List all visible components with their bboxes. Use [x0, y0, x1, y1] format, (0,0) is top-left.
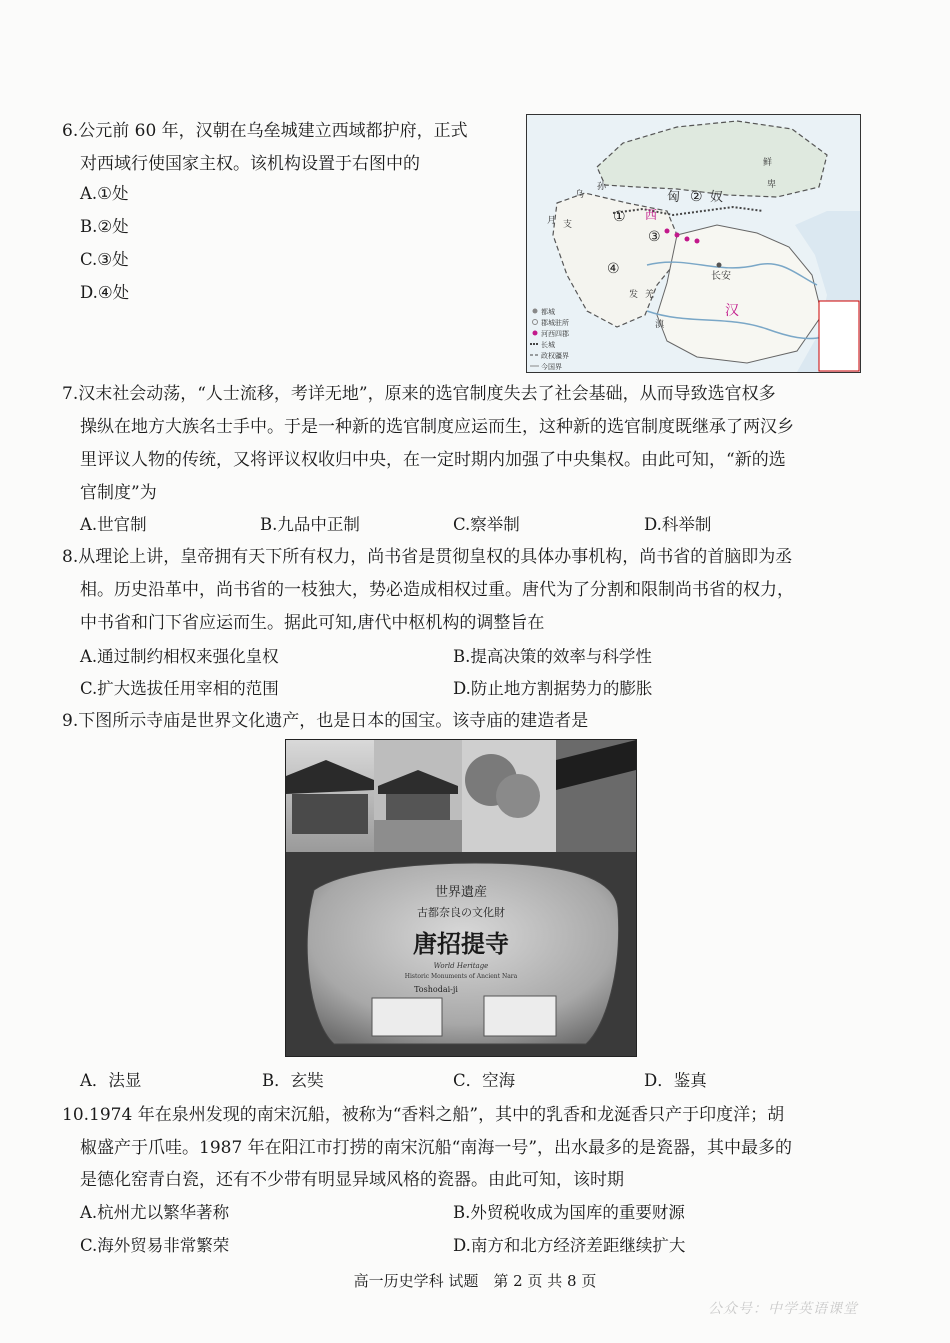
stone-text-3: 唐招提寺: [413, 929, 509, 958]
q10-option-c: C.海外贸易非常繁荣: [80, 1236, 230, 1255]
label-wu: 乌: [575, 190, 585, 200]
stone-text-4: World Heritage: [433, 962, 489, 970]
q10-option-b: B.外贸税收成为国库的重要财源: [453, 1203, 685, 1222]
q8-option-a: A.通过制约相权来强化皇权: [80, 647, 279, 666]
q10-option-a: A.杭州尤以繁华著称: [80, 1203, 230, 1222]
map-inset: [819, 301, 859, 371]
q9-option-c: C．空海: [453, 1071, 516, 1090]
label-fa: 发: [629, 290, 639, 300]
q6-option-c: C.③处: [80, 250, 129, 269]
han-western-regions-map: [526, 114, 861, 373]
legend-symbol: [533, 331, 538, 336]
page-footer: 高一历史学科 试题 第 2 页 共 8 页: [353, 1272, 597, 1290]
q10-stem-line-1: 10.1974 年在泉州发现的南宋沉船，被称为“香料之船”，其中的乳香和龙涎香只产于印度洋；胡: [62, 1105, 785, 1125]
label-zhi: 支: [563, 220, 573, 230]
label-xi: 西: [645, 208, 658, 222]
temple-wall: [292, 794, 368, 834]
legend-prefecture: 郡城驻所: [541, 319, 569, 327]
q10-stem-line-3: 是德化窑青白瓷，还有不少带有明显异域风格的瓷器。由此可知，该时期: [80, 1170, 624, 1190]
temple-courtyard: [374, 820, 462, 852]
q8-option-c: C.扩大选拔任用宰相的范围: [80, 679, 279, 698]
map-drawing: [527, 115, 860, 372]
legend-boundary: 政权疆界: [541, 352, 569, 360]
legend-border: 今国界: [541, 363, 562, 371]
changan-dot: [717, 263, 722, 268]
hexi-dot: [685, 237, 690, 242]
q6-stem-line-1: 6.公元前 60 年，汉朝在乌垒城建立西域都护府，正式: [62, 121, 468, 141]
plaque-right: [484, 996, 556, 1036]
q7-option-c: C.察举制: [453, 515, 520, 534]
photo-drawing: [286, 740, 636, 1056]
legend-wall: 长城: [541, 341, 555, 349]
q7-stem-line-2: 操纵在地方大族名士手中。于是一种新的选官制度应运而生，这种新的选官制度既继承了两汉乡: [80, 417, 794, 437]
han-territory: [657, 225, 822, 363]
q9-stem-line-1: 9.下图所示寺庙是世界文化遗产，也是日本的国宝。该寺庙的建造者是: [62, 711, 589, 731]
map-marker-4: ④: [607, 261, 620, 277]
stone-text-6: Toshodai-ji: [414, 985, 458, 994]
map-marker-2: ②: [690, 189, 703, 205]
q7-stem-line-1: 7.汉末社会动荡，“人士流移，考详无地”，原来的选官制度失去了社会基础，从而导致选官权多: [62, 384, 776, 404]
plaque-left: [372, 998, 442, 1036]
q6-stem-line-2: 对西域行使国家主权。该机构设置于右图中的: [80, 154, 420, 174]
q9-option-a: A．法显: [80, 1071, 142, 1090]
stone-text-2: 古都奈良の文化財: [417, 906, 505, 919]
legend-symbol: [533, 320, 538, 325]
hexi-dot: [675, 233, 680, 238]
label-qiang: 羌: [645, 290, 655, 300]
label-xiongnu-2: 奴: [710, 190, 724, 205]
map-marker-3: ③: [648, 229, 661, 245]
map-legend: [530, 307, 569, 371]
stone-text-1: 世界遺産: [434, 885, 488, 900]
q7-option-d: D.科举制: [644, 515, 712, 534]
q7-stem-line-4: 官制度”为: [80, 483, 157, 503]
xiongnu-region: [597, 121, 827, 197]
q7-stem-line-3: 里评议人物的传统，又将评议权收归中央，在一定时期内加强了中央集权。由此可知，“新的选: [80, 450, 786, 470]
label-changan: 长安: [711, 271, 731, 282]
q6-option-a: A.①处: [80, 184, 129, 203]
q10-option-d: D.南方和北方经济差距继续扩大: [453, 1236, 686, 1255]
q9-option-d: D．鉴真: [644, 1071, 707, 1090]
q10-stem-line-2: 椒盛产于爪哇。1987 年在阳江市打捞的南宋沉船“南海一号”，出水最多的是瓷器，其中最多的: [80, 1138, 793, 1158]
legend-symbol: [533, 309, 538, 314]
watermark: 公众号：中学英语课堂: [708, 1301, 858, 1317]
label-han: 汉: [725, 303, 739, 319]
legend-hexi: 河西四郡: [541, 330, 569, 338]
q8-stem-line-1: 8.从理论上讲，皇帝拥有天下所有权力，尚书省是贯彻皇权的具体办事机构，尚书省的首脑即为丞: [62, 547, 793, 567]
q7-option-a: A.世官制: [80, 515, 147, 534]
hexi-dot: [665, 229, 670, 234]
stone-text-5: Historic Monuments of Ancient Nara: [404, 973, 518, 980]
label-xian: 鲜: [763, 158, 773, 168]
q8-option-d: D.防止地方割据势力的膨胀: [453, 679, 653, 698]
temple-wall: [386, 794, 450, 820]
q9-option-b: B．玄奘: [262, 1071, 324, 1090]
legend-capital: 都城: [541, 308, 555, 316]
label-yue: 月: [547, 216, 557, 226]
q7-option-b: B.九品中正制: [260, 515, 360, 534]
toshodaiji-photo: [285, 739, 637, 1057]
tree-foliage: [496, 774, 540, 818]
label-xiongnu-1: 匈: [667, 190, 681, 205]
q8-stem-line-3: 中书省和门下省应运而生。据此可知,唐代中枢机构的调整旨在: [80, 613, 545, 633]
q8-stem-line-2: 相。历史沿革中，尚书省的一枝独大，势必造成相权过重。唐代为了分割和限制尚书省的权力，: [80, 580, 794, 600]
label-dian: 滇: [655, 320, 665, 330]
q8-option-b: B.提高决策的效率与科学性: [453, 647, 652, 666]
q6-option-d: D.④处: [80, 283, 130, 302]
q6-option-b: B.②处: [80, 217, 129, 236]
label-bei: 卑: [767, 180, 777, 190]
hexi-dot: [695, 239, 700, 244]
map-marker-1: ①: [613, 209, 626, 225]
label-sun: 孙: [597, 182, 607, 192]
